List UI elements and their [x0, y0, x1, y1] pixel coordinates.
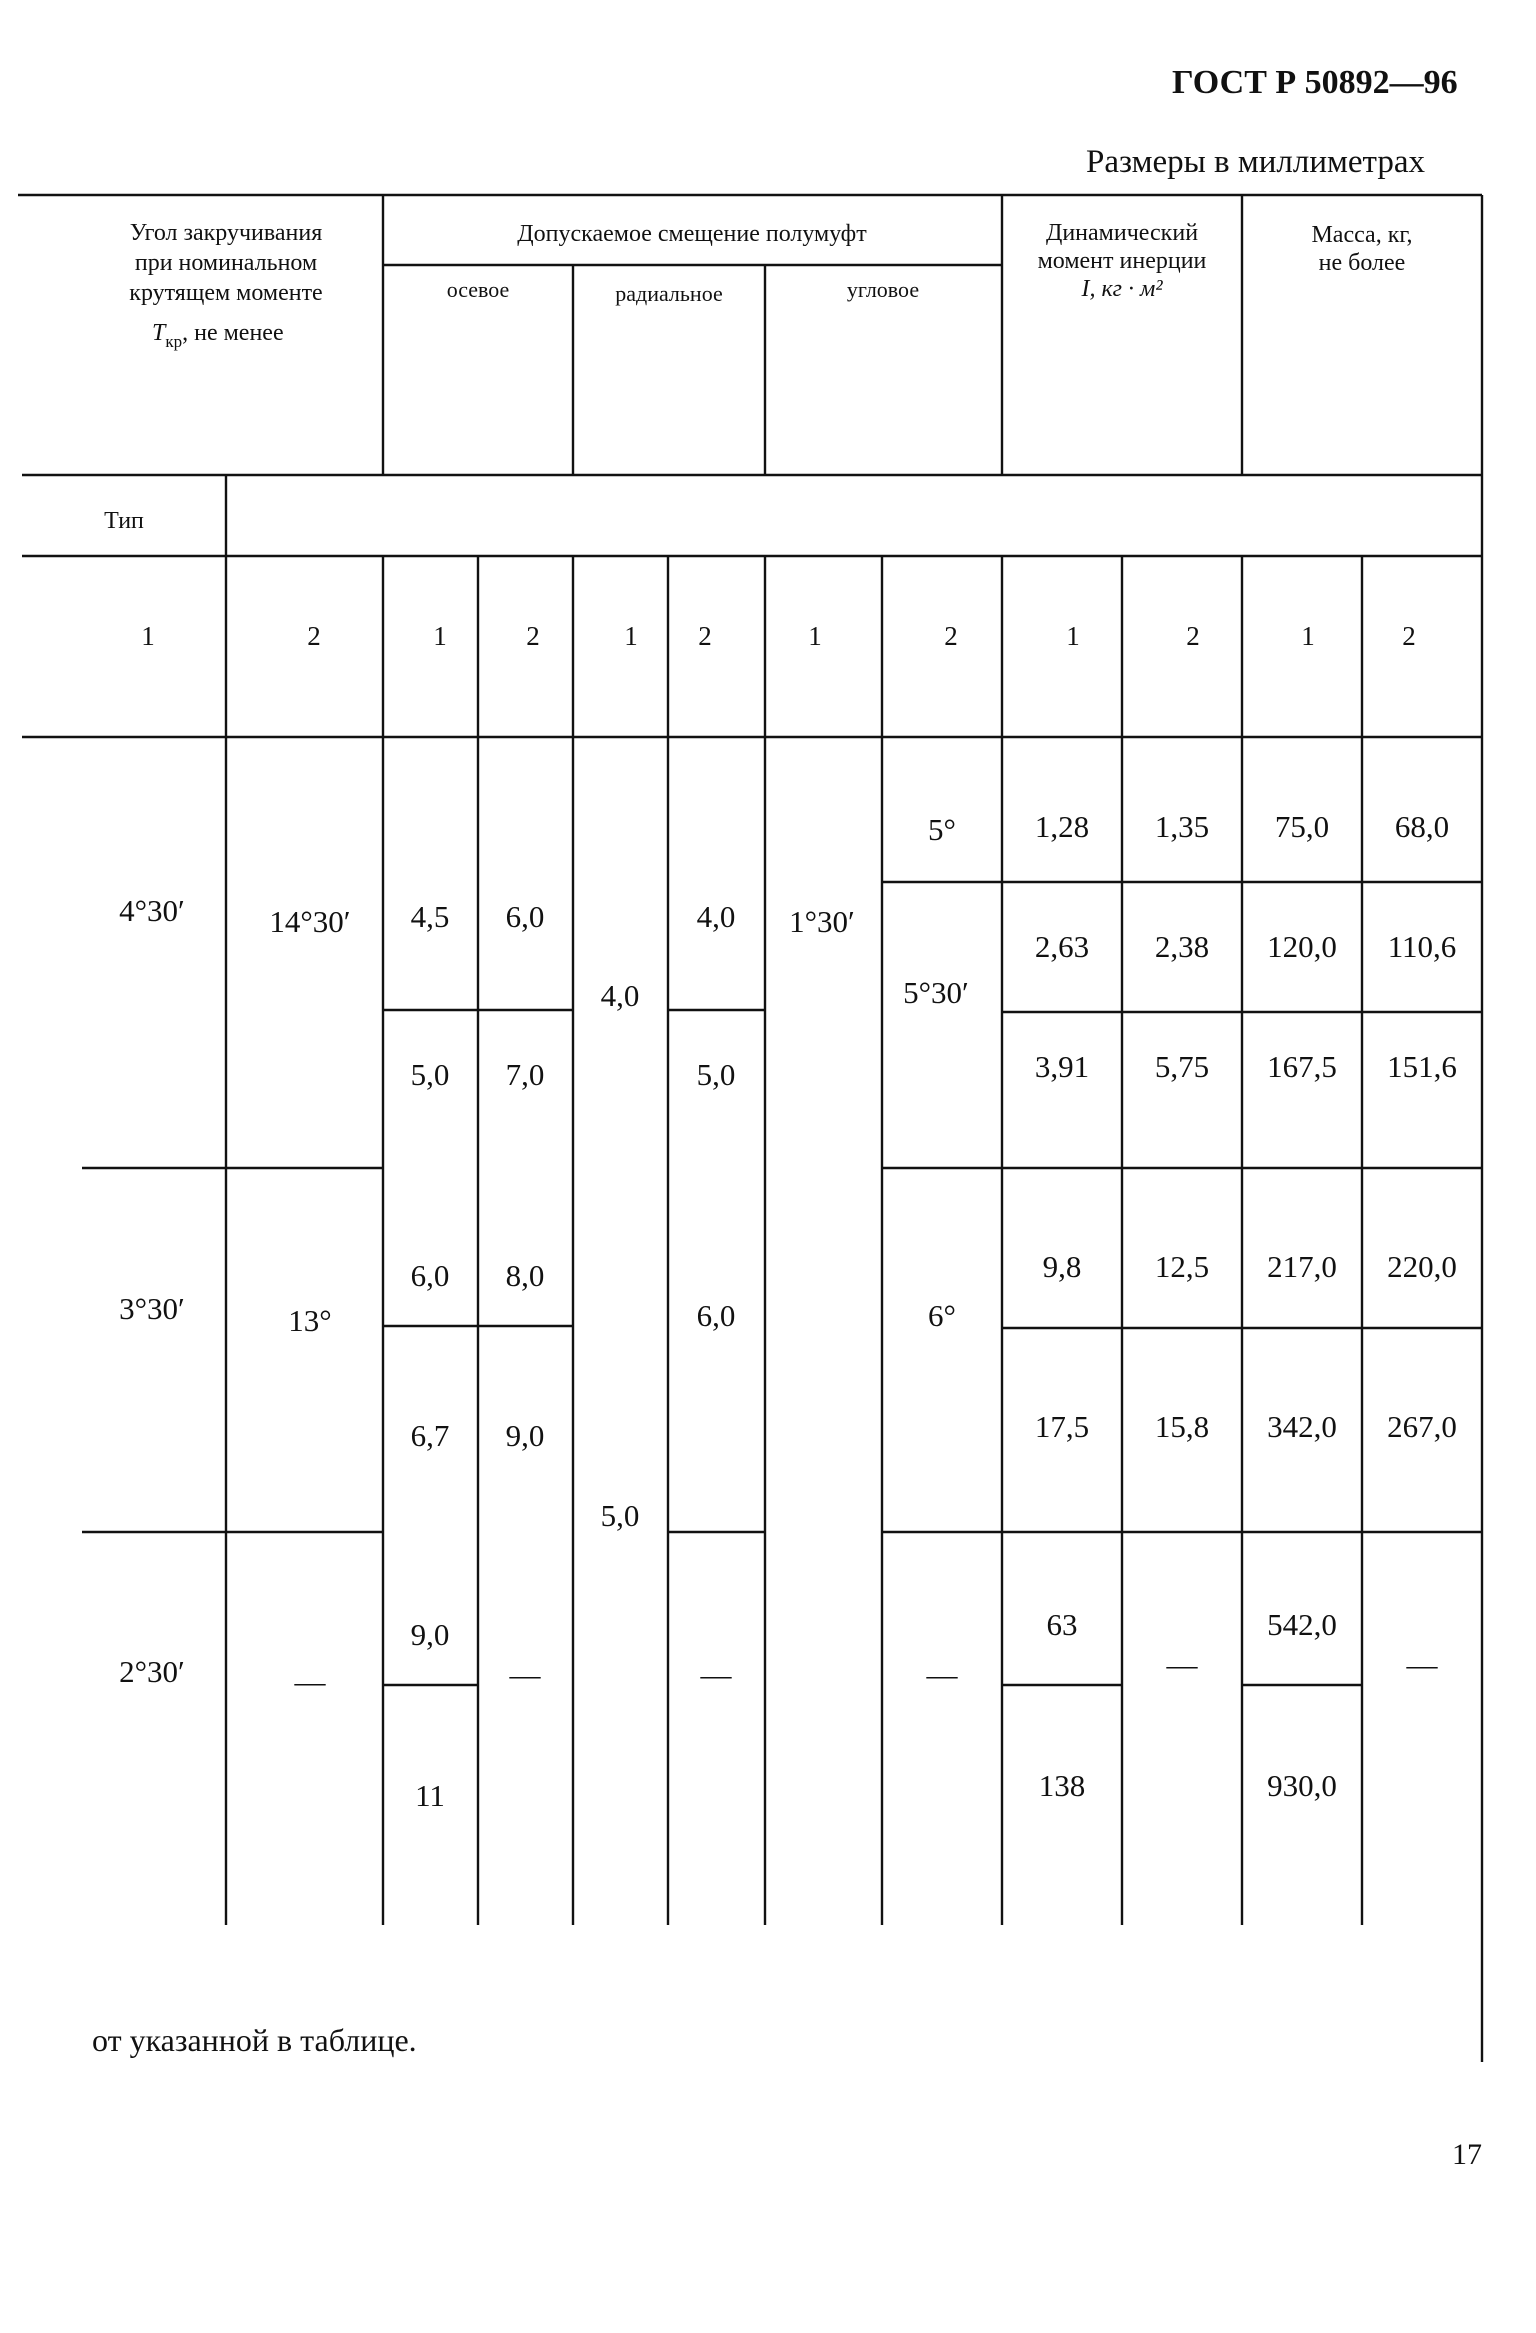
table-cell: 1,28 — [1034, 809, 1090, 844]
type-index: 2 — [698, 621, 712, 651]
table-cell: 4°30′ — [119, 893, 185, 928]
type-index: 1 — [624, 621, 638, 651]
table-cell: 120,0 — [1267, 929, 1337, 964]
table-cell: 1°30′ — [789, 904, 855, 939]
table-cell: 6° — [928, 1298, 956, 1333]
table-cell: 5,75 — [1154, 1049, 1210, 1084]
type-index: 2 — [526, 621, 540, 651]
table-cell: 151,6 — [1387, 1049, 1457, 1084]
table-cell: 342,0 — [1267, 1409, 1337, 1444]
table-cell: 63 — [1046, 1607, 1078, 1642]
table-cell: 12,5 — [1154, 1249, 1210, 1284]
table-cell: 6,0 — [410, 1258, 450, 1293]
table-grid — [18, 195, 1482, 2062]
document-code: ГОСТ Р 50892—96 — [1172, 64, 1458, 101]
torque-symbol: Т — [152, 320, 166, 346]
header-axial: осевое — [446, 277, 510, 302]
type-index: 2 — [1402, 621, 1416, 651]
table-cell: — — [294, 1664, 326, 1699]
table-cell: 217,0 — [1267, 1249, 1337, 1284]
table-cell: 9,8 — [1042, 1249, 1082, 1284]
table-cell: 5,0 — [410, 1057, 450, 1092]
table-cell: 17,5 — [1034, 1409, 1090, 1444]
table-cell: 68,0 — [1394, 809, 1450, 844]
header-offset: Допускаемое смещение полумуфт — [517, 221, 867, 247]
table-cell: 8,0 — [505, 1258, 545, 1293]
table-cell: 15,8 — [1154, 1409, 1210, 1444]
table-cell: 930,0 — [1267, 1768, 1337, 1803]
type-index: 2 — [307, 621, 321, 651]
table-cell: 7,0 — [505, 1057, 545, 1092]
table-cell: 5,0 — [600, 1498, 640, 1533]
header-angle-line1: Угол закручивания — [129, 220, 323, 246]
table-cell: 14°30′ — [269, 904, 351, 939]
type-index: 1 — [808, 621, 822, 651]
header-inertia-unit: I, кг · м² — [1081, 276, 1163, 302]
table-cell: — — [926, 1657, 958, 1692]
table-cell: 2,38 — [1154, 929, 1210, 964]
type-index: 1 — [1066, 621, 1080, 651]
table-cell: 75,0 — [1274, 809, 1330, 844]
table-cell: 4,0 — [696, 899, 736, 934]
table-cell: 1,35 — [1154, 809, 1210, 844]
table-cell: 6,0 — [505, 899, 545, 934]
header-radial: радиальное — [615, 281, 723, 306]
type-index: 1 — [141, 621, 155, 651]
table-cell: 9,0 — [410, 1617, 450, 1652]
table-cell: 5,0 — [696, 1057, 736, 1092]
type-index: 1 — [433, 621, 447, 651]
table-cell: 6,0 — [696, 1298, 736, 1333]
continuation-text: от указанной в таблице. — [92, 2022, 417, 2058]
header-angle-line4 — [152, 320, 284, 351]
angle-header-tail: , не менее — [182, 320, 284, 346]
table-cell: 4,5 — [410, 899, 450, 934]
table-cell: 11 — [415, 1778, 445, 1813]
table-cell: — — [1166, 1647, 1198, 1682]
table-cell: 9,0 — [505, 1418, 545, 1453]
table-cell: 220,0 — [1387, 1249, 1457, 1284]
table-cell: 5°30′ — [903, 975, 969, 1010]
page-number: 17 — [1452, 2138, 1482, 2171]
table-cell: 267,0 — [1387, 1409, 1457, 1444]
header-mass-line1: Масса, кг, — [1311, 222, 1413, 248]
units-note: Размеры в миллиметрах — [1086, 144, 1425, 180]
table-cell: 542,0 — [1267, 1607, 1337, 1642]
table-cell: — — [700, 1657, 732, 1692]
table-cell: — — [1406, 1647, 1438, 1682]
table-cell: 6,7 — [410, 1418, 450, 1453]
table-cell: 13° — [288, 1303, 332, 1338]
type-index: 1 — [1301, 621, 1315, 651]
header-angular: угловое — [846, 277, 920, 302]
type-index: 2 — [944, 621, 958, 651]
table-cell: 5° — [928, 812, 956, 847]
torque-subscript: кр — [165, 332, 183, 351]
header-inertia-line1: Динамический — [1045, 220, 1199, 246]
type-label: Тип — [104, 508, 144, 534]
header-angle-line2: при номинальном — [134, 250, 318, 276]
header-angle-line3: крутящем моменте — [129, 280, 323, 306]
type-index: 2 — [1186, 621, 1200, 651]
table-cell: 2,63 — [1034, 929, 1090, 964]
header-mass-line2: не более — [1318, 250, 1406, 276]
table-cell: 167,5 — [1267, 1049, 1337, 1084]
header-inertia-line2: момент инерции — [1037, 248, 1207, 274]
table-cell: 2°30′ — [119, 1654, 185, 1689]
table-cell: 4,0 — [600, 978, 640, 1013]
table-cell: 138 — [1038, 1768, 1086, 1803]
table-cell: — — [509, 1657, 541, 1692]
table-cell: 3,91 — [1034, 1049, 1090, 1084]
table-cell: 110,6 — [1387, 929, 1457, 964]
table-cell: 3°30′ — [119, 1291, 185, 1326]
